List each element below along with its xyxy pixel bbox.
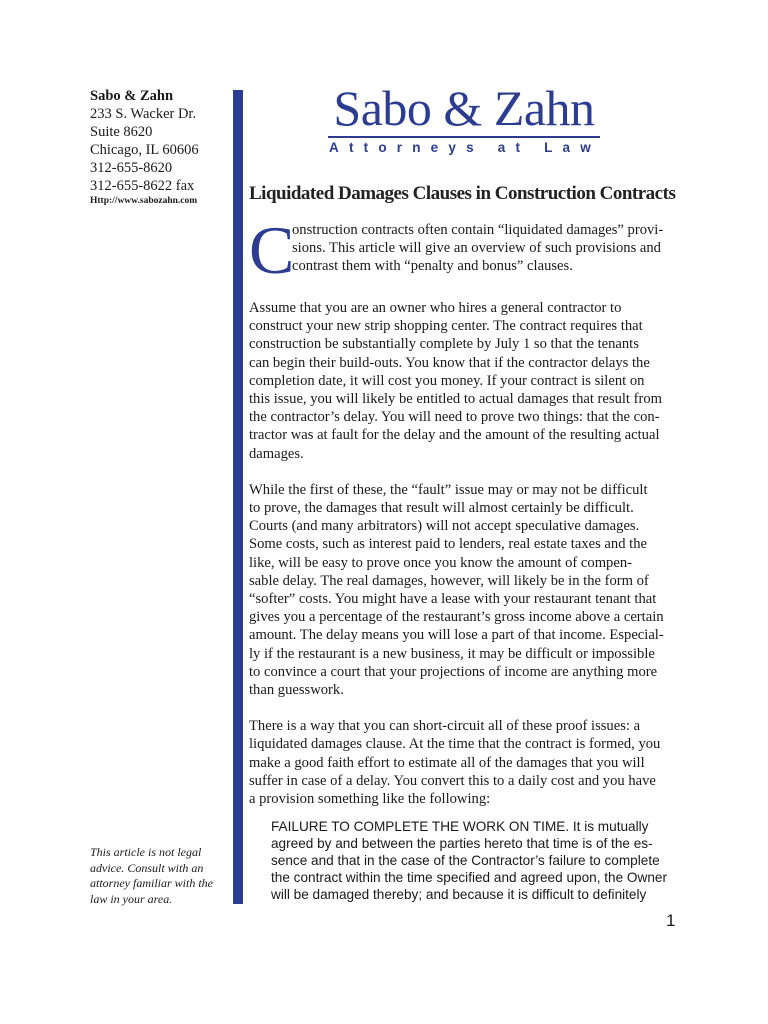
paragraph-line: to convince a court that your projections of income are anything more <box>249 663 658 680</box>
paragraph-line: than guesswork. <box>249 682 344 699</box>
paragraph-line: While the first of these, the “fault” issue may or may not be difficult <box>249 481 648 498</box>
paragraph-line: damages. <box>249 445 304 462</box>
article-paragraphs <box>249 299 679 808</box>
paragraph-line: liquidated damages clause. At the time that the contract is formed, you <box>249 736 661 753</box>
logo-divider <box>328 136 600 138</box>
paragraph-line: construct your new strip shopping center. The contract requires that <box>249 318 643 335</box>
contact-city: Chicago, IL 60606 <box>90 142 199 158</box>
firm-logo <box>328 80 600 155</box>
lead-line: contrast them with “penalty and bonus” clauses. <box>292 258 573 275</box>
body-paragraph <box>249 481 679 699</box>
paragraph-line: tractor was at fault for the delay and the amount of the resulting actual <box>249 427 660 444</box>
contact-phone: 312-655-8620 <box>90 160 173 176</box>
quote-line: the contract within the time specified and agreed upon, the Owner <box>271 870 667 885</box>
paragraph-line: ly if the restaurant is a new business, it may be difficult or impossible <box>249 645 655 662</box>
contact-website-link[interactable]: Http://www.sabozahn.com <box>90 196 198 206</box>
paragraph-line: can begin their build-outs. You know that if the contractor delays the <box>249 354 650 371</box>
quote-line: FAILURE TO COMPLETE THE WORK ON TIME. It is mutually <box>271 819 649 834</box>
paragraph-line: sable delay. The real damages, however, will likely be in the form of <box>249 572 649 589</box>
contact-block <box>90 87 199 207</box>
vertical-accent-rule <box>233 90 243 904</box>
contact-firm-name: Sabo & Zahn <box>90 88 174 104</box>
paragraph-line: gives you a percentage of the restaurant’s gross income above a certain <box>249 609 664 626</box>
quote-line: agreed by and between the parties hereto that time is of the es- <box>271 836 653 851</box>
paragraph-line: the contractor’s delay. You will need to prove two things: that the con- <box>249 409 660 426</box>
article-body <box>249 212 679 826</box>
paragraph-line: a provision something like the following: <box>249 791 491 808</box>
paragraph-line: this issue, you will likely be entitled to actual damages that result from <box>249 391 662 408</box>
article-title: Liquidated Damages Clauses in Construction Contracts <box>249 183 676 204</box>
contract-clause-quote <box>271 818 671 903</box>
paragraph-line: There is a way that you can short-circuit all of these proof issues: a <box>249 718 641 735</box>
contact-fax: 312-655-8622 fax <box>90 178 195 194</box>
paragraph-line: Some costs, such as interest paid to lenders, real estate taxes and the <box>249 536 647 553</box>
paragraph-line: suffer in case of a delay. You convert this to a daily cost and you have <box>249 772 656 789</box>
paragraph-line: Courts (and many arbitrators) will not accept speculative damages. <box>249 518 640 535</box>
lead-paragraph <box>249 212 679 288</box>
paragraph-line: construction be substantially complete by July 1 so that the tenants <box>249 336 639 353</box>
logo-tagline: Attorneys at Law <box>329 140 601 155</box>
disclaimer-note: This article is not legal advice. Consult with an attorney familiar with the law in your area. <box>90 845 213 906</box>
paragraph-line: like, will be easy to prove once you know the amount of compen- <box>249 554 632 571</box>
paragraph-line: “softer” costs. You might have a lease with your restaurant tenant that <box>249 591 657 608</box>
contact-address-line-1: 233 S. Wacker Dr. <box>90 106 197 122</box>
paragraph-line: to prove, the damages that result will almost certainly be difficult. <box>249 500 634 517</box>
page-number: 1 <box>666 911 676 930</box>
paragraph-line: Assume that you are an owner who hires a general contractor to <box>249 300 622 316</box>
paragraph-line: completion date, it will cost you money. If your contract is silent on <box>249 372 645 389</box>
body-paragraph <box>249 299 679 463</box>
lead-text <box>292 221 679 276</box>
logo-firm-name: Sabo & Zahn <box>333 80 595 136</box>
paragraph-line: amount. The delay means you will lose a part of that income. Especial- <box>249 627 664 644</box>
lead-line: sions. This article will give an overview of such provisions and <box>292 240 661 257</box>
drop-cap: C <box>249 212 295 288</box>
contact-address-line-2: Suite 8620 <box>90 124 153 140</box>
quote-line: sence and that in the case of the Contractor’s failure to complete <box>271 853 660 868</box>
lead-line: onstruction contracts often contain “liquidated damages” provi- <box>292 222 664 238</box>
paragraph-line: make a good faith effort to estimate all of the damages that you will <box>249 754 645 771</box>
quote-line: will be damaged thereby; and because it is difficult to definitely <box>271 887 647 902</box>
body-paragraph <box>249 717 679 808</box>
